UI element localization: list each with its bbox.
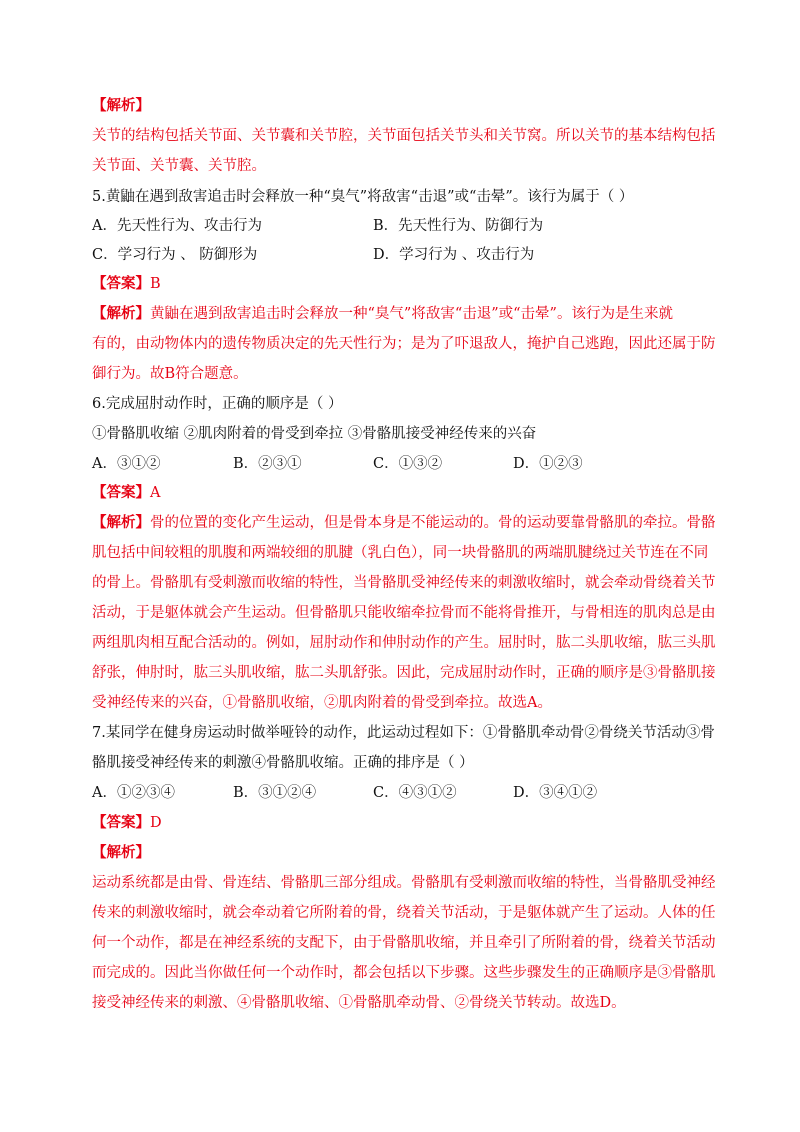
option-c: C．学习行为 、 防御形为	[92, 247, 258, 263]
explanation-line	[92, 513, 716, 533]
option-a: A．③①②	[92, 456, 161, 472]
answer-line	[92, 813, 162, 833]
answer-value: B	[150, 276, 161, 292]
option-b: B．③①②④	[233, 785, 317, 801]
option-d: D．①②③	[513, 456, 583, 472]
analysis-text: 受神经传来的兴奋，①骨骼肌收缩，②肌肉附着的骨受到牵拉。故选A。	[92, 695, 552, 711]
answer-value: D	[150, 815, 162, 831]
answer-tag: 【答案】	[92, 814, 150, 831]
analysis-tag: 【解析】	[92, 514, 150, 531]
answer-line	[92, 274, 161, 294]
analysis-tag: 【解析】	[92, 305, 150, 322]
option-c: C．④③①②	[373, 785, 457, 801]
option-a: A．①②③④	[92, 785, 175, 801]
option-d: D．③④①②	[513, 785, 598, 801]
analysis-text: 骨的位置的变化产生运动，但是骨本身是不能运动的。骨的运动要靠骨骼肌的牵拉。骨骼	[150, 515, 716, 531]
question-stem: 5.黄鼬在遇到敌害追击时会释放一种“臭气”将敌害“击退”或“击晕”。该行为属于（ ）	[92, 189, 634, 205]
answer-line	[92, 483, 160, 503]
question-stem: 6.完成屈肘动作时，正确的顺序是（ ）	[92, 396, 343, 412]
question-stem: 7.某同学在健身房运动时做举哑铃的动作，此运动过程如下：①骨骼肌牵动骨②骨绕关节活动③骨	[92, 725, 715, 741]
option-b: B．先天性行为、防御行为	[373, 218, 544, 234]
answer-tag: 【答案】	[92, 275, 150, 292]
question-items: ①骨骼肌收缩 ②肌肉附着的骨受到牵拉 ③骨骼肌接受神经传来的兴奋	[92, 426, 537, 442]
option-a: A．先天性行为、攻击行为	[92, 218, 262, 234]
analysis-text: 黄鼬在遇到敌害追击时会释放一种“臭气”将敌害“击退”或“击晕”。该行为是生来就	[150, 306, 673, 322]
option-d: D．学习行为 、攻击行为	[373, 247, 535, 263]
analysis-text: 而完成的。因此当你做任何一个动作时，都会包括以下步骤。这些步骤发生的正确顺序是③骨骼肌	[92, 965, 716, 981]
analysis-text: 两组肌肉相互配合活动的。例如，屈肘动作和伸肘动作的产生。屈肘时，肱二头肌收缩，肱三头肌	[92, 635, 716, 651]
analysis-text: 的骨上。骨骼肌有受刺激而收缩的特性，当骨骼肌受神经传来的刺激收缩时，就会牵动骨绕着关节	[92, 575, 716, 591]
option-b: B．②③①	[233, 456, 302, 472]
analysis-text: 接受神经传来的刺激、④骨骼肌收缩、①骨骼肌牵动骨、②骨绕关节转动。故选D。	[92, 995, 626, 1011]
option-c: C．①③②	[373, 456, 443, 472]
analysis-text: 御行为。故B符合题意。	[92, 366, 248, 382]
answer-tag: 【答案】	[92, 484, 150, 501]
analysis-text: 传来的刺激收缩时，就会牵动着它所附着的骨，绕着关节活动，于是躯体就产生了运动。人体的任	[92, 905, 716, 921]
analysis-text: 舒张，伸肘时，肱三头肌收缩，肱二头肌舒张。因此，完成屈肘动作时，正确的顺序是③骨骼肌接	[92, 665, 716, 681]
analysis-text: 有的，由动物体内的遗传物质决定的先天性行为；是为了吓退敌人，掩护自己逃跑，因此还属于防	[92, 336, 716, 352]
analysis-text: 运动系统都是由骨、骨连结、骨骼肌三部分组成。骨骼肌有受刺激而收缩的特性，当骨骼肌受神经	[92, 875, 716, 891]
analysis-text: 活动，于是躯体就会产生运动。但骨骼肌只能收缩牵拉骨而不能将骨推开，与骨相连的肌肉总是由	[92, 605, 716, 621]
analysis-text: 肌包括中间较粗的肌腹和两端较细的肌腱（乳白色），同一块骨骼肌的两端肌腱绕过关节连在不同	[92, 545, 709, 561]
analysis-text: 何一个动作，都是在神经系统的支配下，由于骨骼肌收缩，并且牵引了所附着的骨，绕着关节活动	[92, 935, 716, 951]
explanation-line	[92, 304, 673, 324]
analysis-tag: 【解析】	[92, 97, 150, 114]
answer-value: A	[150, 485, 161, 501]
analysis-tag: 【解析】	[92, 844, 150, 861]
analysis-text: 关节面、关节囊、关节腔。	[92, 158, 266, 174]
question-stem: 骼肌接受神经传来的刺激④骨骼肌收缩。正确的排序是（ ）	[92, 755, 474, 771]
analysis-text: 关节的结构包括关节面、关节囊和关节腔，关节面包括关节头和关节窝。所以关节的基本结构包括	[92, 128, 716, 144]
